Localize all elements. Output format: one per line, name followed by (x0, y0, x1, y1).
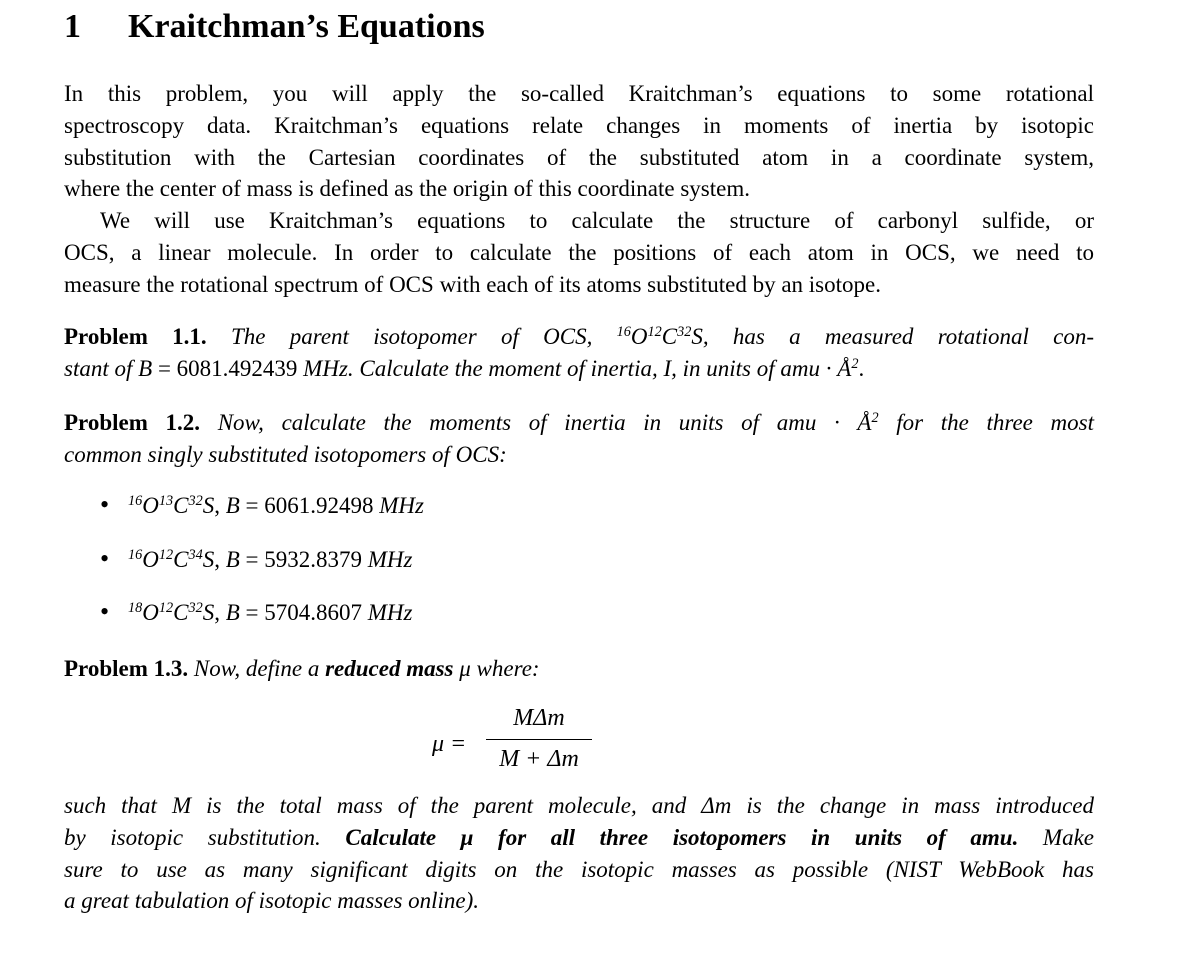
text-line: OCS, a linear molecule. In order to calculate the positions of each atom in OCS, we need to (64, 239, 1094, 265)
text-line: In this problem, you will apply the so-called Kraitchman’s equations to some rotational (64, 81, 1094, 106)
text-line: substitution with the Cartesian coordinates of the substituted atom in a coordinate system, (64, 144, 1094, 170)
problem-1-3 (64, 653, 1094, 685)
isotopomer-formula: $^{18}O^{12}C^{32}S$ (128, 600, 215, 625)
problem-1-1 (64, 321, 1094, 385)
unit: MHz (367, 600, 413, 625)
problem-label: Problem 1.2. (64, 410, 201, 435)
section-title: Kraitchman’s Equations (128, 8, 485, 45)
unit: MHz (379, 493, 424, 518)
math-variable: μ (459, 656, 471, 681)
problem-label: Problem 1.1. (64, 324, 207, 349)
intro-paragraph-2 (64, 205, 1094, 300)
list-item: • $^{16}O^{12}C^{34}S$, B = 5932.8379 MHz (100, 544, 413, 573)
text-line: We will use Kraitchman’s equations to calculate the structure of carbonyl sulfide, or (100, 208, 1094, 233)
section-heading (64, 8, 485, 46)
problem-1-2 (64, 407, 1094, 471)
unit: amu · $Å^2$ (776, 410, 879, 435)
problem-1-3-body (64, 790, 1094, 917)
bold-instruction: Calculate μ for all three isotopomers in units of amu. (345, 824, 1019, 850)
bullet-icon: • (100, 597, 110, 626)
intro-paragraph-1 (64, 78, 1094, 205)
problem-text: , has a measured rotational con- (702, 324, 1095, 349)
problem-text: The parent isotopomer of OCS, (230, 324, 593, 349)
problem-label: Problem 1.3. (64, 656, 189, 681)
isotopomer-formula: $^{16}O^{12}C^{34}S$ (128, 547, 215, 572)
equation-fraction (486, 705, 592, 773)
text-line: measure the rotational spectrum of OCS with each of its atoms substituted by an isotope. (64, 271, 881, 297)
text-line: sure to use as many significant digits on the isotopic masses as possible (NIST WebBook has (64, 856, 1094, 882)
section-number: 1 (64, 8, 81, 45)
problem-1-2-line-1 (64, 407, 1094, 439)
text-line (64, 822, 1094, 854)
text-line: spectroscopy data. Kraitchman’s equations relate changes in moments of inertia by isotopic (64, 112, 1094, 138)
problem-text: by isotopic substitution. (64, 824, 321, 850)
problem-1-3-line-1 (64, 653, 1094, 685)
problem-text: stant of (64, 355, 133, 381)
problem-text: Now, calculate the moments of inertia in units of (217, 410, 760, 435)
isotopomer-formula: $^{16}O^{13}C^{32}S$ (128, 493, 215, 518)
problem-text: for the three most (896, 410, 1094, 435)
problem-text: where: (476, 656, 540, 681)
math-variable: I (663, 355, 672, 381)
fraction-numerator: MΔm (513, 705, 565, 731)
math-variable: B (225, 547, 240, 572)
problem-1-1-line-1 (64, 321, 1094, 353)
unit: amu · $Å^2$ (780, 355, 859, 381)
list-item: • $^{18}O^{12}C^{32}S$, B = 5704.8607 MHz (100, 597, 413, 626)
bullet-icon: • (100, 544, 110, 573)
math-variable: B (225, 493, 240, 518)
isotopomer-formula: $^{16}O^{12}C^{32}S$ (616, 324, 703, 349)
problem-1-2-line-2: common singly substituted isotopomers of OCS: (64, 441, 507, 467)
problem-text: , in units of (671, 355, 775, 381)
equation-lhs: μ = (432, 731, 467, 757)
bullet-icon: • (100, 490, 110, 519)
period: . (858, 355, 865, 381)
problem-text: Make (1042, 824, 1094, 850)
problem-text: Now, define a (193, 656, 320, 681)
rotational-constant-value: = 6061.92498 (239, 493, 380, 518)
fraction-bar (486, 739, 592, 740)
bold-term: reduced mass (325, 656, 454, 681)
rotational-constant-value: = 6081.492439 (152, 355, 304, 381)
problem-text: MHz. Calculate the moment of inertia, (303, 355, 658, 381)
text-line: a great tabulation of isotopic masses online). (64, 888, 480, 914)
math-variable: B (225, 600, 240, 625)
problem-1-1-line-2 (64, 353, 1094, 385)
unit: MHz (367, 547, 413, 572)
rotational-constant-value: = 5932.8379 (239, 547, 368, 572)
list-item: • $^{16}O^{13}C^{32}S$, B = 6061.92498 MHz (100, 490, 424, 519)
math-variable: B (138, 355, 153, 381)
rotational-constant-value: = 5704.8607 (239, 600, 368, 625)
text-line: where the center of mass is defined as the origin of this coordinate system. (64, 176, 750, 202)
fraction-denominator: M + Δm (499, 746, 579, 772)
text-line: such that M is the total mass of the parent molecule, and Δm is the change in mass introduced (64, 793, 1094, 818)
